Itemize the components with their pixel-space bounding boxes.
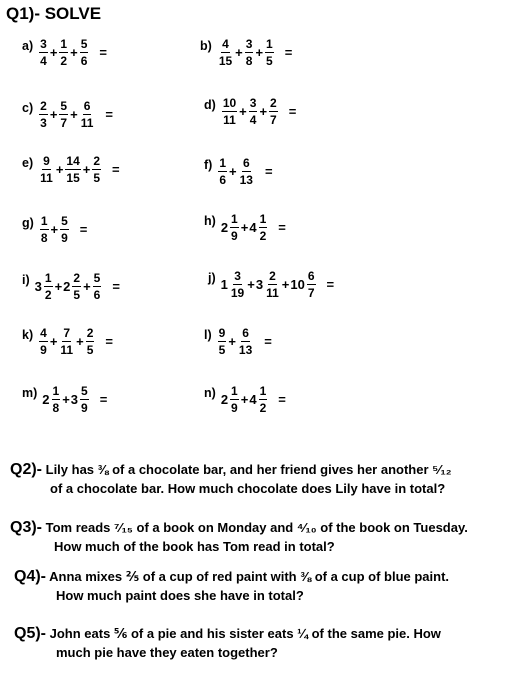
- fraction: [218, 157, 227, 186]
- fraction: [59, 38, 68, 67]
- question-label: Q5)-: [14, 625, 46, 642]
- problem-label: h): [204, 214, 216, 228]
- denominator: 5: [73, 288, 81, 302]
- term: [92, 272, 103, 301]
- whole-number: 4: [249, 220, 257, 235]
- plus-sign: +: [235, 45, 243, 60]
- problem-g: [22, 215, 87, 244]
- plus-sign: +: [70, 45, 78, 60]
- numerator: 1: [60, 37, 68, 51]
- denominator: 15: [66, 171, 80, 185]
- numerator: 2: [86, 326, 94, 340]
- term: [38, 327, 49, 356]
- term: [91, 155, 102, 184]
- fraction: [44, 272, 53, 301]
- denominator: 8: [245, 54, 253, 68]
- question-text-line2: How much of the book has Tom read in total?: [54, 539, 335, 554]
- denominator: 9: [81, 401, 88, 415]
- numerator: 9: [43, 154, 50, 168]
- plus-sign: +: [259, 104, 268, 119]
- fraction: [59, 327, 74, 356]
- fraction: [72, 272, 81, 301]
- term: [217, 38, 234, 67]
- denominator: 2: [259, 229, 267, 243]
- plus-sign: +: [247, 277, 255, 292]
- question-text-line1: Lily has ⅜ of a chocolate bar, and her friend gives her another ⁵⁄₁₂: [45, 462, 452, 477]
- denominator: 9: [40, 343, 47, 357]
- term: [249, 213, 268, 242]
- plus-sign: +: [229, 164, 237, 179]
- problem-j: [208, 270, 334, 299]
- fraction: [265, 270, 280, 299]
- term: [249, 385, 268, 414]
- denominator: 9: [231, 401, 238, 415]
- plus-sign: +: [240, 220, 249, 235]
- word-problem-q4: [14, 567, 449, 605]
- fraction: [230, 270, 245, 299]
- term: [58, 327, 75, 356]
- numerator: 6: [83, 99, 91, 113]
- numerator: 6: [242, 326, 249, 340]
- problem-f: [204, 157, 273, 186]
- whole-number: 2: [220, 220, 229, 235]
- denominator: 11: [40, 171, 53, 185]
- numerator: 6: [242, 156, 250, 170]
- fraction: [93, 272, 102, 301]
- fraction: [218, 38, 233, 67]
- numerator: 14: [66, 154, 80, 168]
- fraction: [65, 155, 80, 184]
- plus-sign: +: [70, 107, 78, 122]
- denominator: 4: [40, 54, 47, 68]
- term: [268, 97, 279, 126]
- term: [221, 270, 247, 299]
- plus-sign: +: [54, 279, 63, 294]
- term: [248, 97, 259, 126]
- question-label: Q2)-: [10, 461, 42, 478]
- numerator: 6: [307, 269, 315, 283]
- term: [71, 385, 90, 414]
- section-title: Q1)- SOLVE: [6, 4, 102, 23]
- denominator: 6: [80, 54, 88, 68]
- problem-label: m): [22, 386, 38, 400]
- equals-sign: =: [278, 220, 286, 235]
- denominator: 7: [270, 113, 277, 127]
- fraction: [39, 38, 48, 67]
- term: [244, 38, 255, 67]
- term: [79, 38, 90, 67]
- denominator: 5: [86, 343, 94, 357]
- problem-h: [204, 213, 286, 242]
- term: [58, 100, 69, 129]
- numerator: 2: [269, 269, 276, 283]
- numerator: 1: [52, 384, 60, 398]
- plus-sign: +: [76, 334, 84, 349]
- plus-sign: +: [239, 104, 247, 119]
- numerator: 5: [61, 214, 68, 228]
- numerator: 4: [222, 37, 229, 51]
- term: [64, 155, 81, 184]
- numerator: 5: [93, 271, 101, 285]
- fraction: [249, 97, 258, 126]
- denominator: 9: [61, 231, 68, 245]
- whole-number: 10: [290, 277, 305, 292]
- word-problem-q5: [14, 624, 441, 662]
- question-label: Q3)-: [10, 519, 42, 536]
- plus-sign: +: [228, 334, 236, 349]
- fraction: [245, 38, 254, 67]
- denominator: 6: [219, 173, 227, 187]
- problem-i: [22, 272, 120, 301]
- denominator: 3: [40, 116, 47, 130]
- term: [39, 215, 50, 244]
- whole-number: 3: [70, 392, 79, 407]
- problem-c: [22, 100, 113, 129]
- denominator: 7: [307, 286, 315, 300]
- denominator: 8: [40, 231, 48, 245]
- term: [256, 270, 281, 299]
- term: [79, 100, 96, 129]
- numerator: 1: [40, 214, 48, 228]
- equals-sign: =: [112, 279, 120, 294]
- numerator: 1: [259, 384, 267, 398]
- term: [221, 385, 240, 414]
- problem-label: g): [22, 216, 34, 230]
- problem-b: [200, 38, 292, 67]
- whole-number: 2: [63, 279, 71, 294]
- numerator: 1: [259, 212, 267, 226]
- whole-number: 2: [42, 392, 50, 407]
- question-text-line1: Anna mixes ⅖ of a cup of red paint with ⅜ of a cup of blue paint.: [49, 569, 450, 584]
- equals-sign: =: [264, 164, 273, 179]
- term: [63, 272, 82, 301]
- numerator: 2: [40, 99, 47, 113]
- denominator: 2: [259, 401, 267, 415]
- plus-sign: +: [82, 162, 91, 177]
- whole-number: 4: [249, 392, 257, 407]
- question-text-line2: How much paint does she have in total?: [56, 588, 304, 603]
- denominator: 13: [239, 173, 253, 187]
- equals-sign: =: [99, 392, 108, 407]
- problem-a: [22, 38, 107, 67]
- fraction: [59, 100, 68, 129]
- equals-sign: =: [288, 104, 297, 119]
- denominator: 19: [230, 286, 245, 300]
- term: [221, 213, 240, 242]
- plus-sign: +: [83, 279, 91, 294]
- plus-sign: +: [62, 392, 70, 407]
- equals-sign: =: [79, 222, 88, 237]
- whole-number: 1: [220, 277, 228, 292]
- problem-label: k): [22, 328, 34, 342]
- denominator: 6: [93, 288, 101, 302]
- fraction: [80, 385, 89, 414]
- fraction: [259, 213, 268, 242]
- term: [85, 327, 96, 356]
- problem-label: b): [200, 39, 212, 53]
- equals-sign: =: [284, 45, 293, 60]
- denominator: 5: [93, 171, 101, 185]
- term: [290, 270, 316, 299]
- numerator: 1: [266, 37, 273, 51]
- question-text-line1: John eats ⅚ of a pie and his sister eats ¼ of the same pie. How: [49, 626, 441, 641]
- fraction: [60, 215, 69, 244]
- numerator: 5: [80, 37, 88, 51]
- numerator: 3: [249, 96, 257, 110]
- term: [217, 157, 228, 186]
- fraction: [80, 38, 89, 67]
- term: [264, 38, 275, 67]
- question-text-line2: much pie have they eaten together?: [56, 645, 278, 660]
- term: [58, 38, 69, 67]
- denominator: 11: [266, 286, 279, 300]
- question-text-line2: of a chocolate bar. How much chocolate does Lily have in total?: [50, 481, 446, 496]
- fraction: [230, 213, 239, 242]
- fraction: [39, 100, 48, 129]
- denominator: 2: [60, 54, 68, 68]
- fraction: [259, 385, 268, 414]
- word-problem-q2: [10, 460, 452, 498]
- numerator: 3: [245, 37, 253, 51]
- problem-label: i): [22, 273, 30, 287]
- term: [42, 385, 61, 414]
- problem-label: f): [204, 158, 213, 172]
- problem-label: j): [208, 271, 216, 285]
- fraction: [92, 155, 101, 184]
- denominator: 7: [60, 116, 68, 130]
- problem-l: [204, 327, 272, 356]
- denominator: 5: [266, 54, 273, 68]
- plus-sign: +: [49, 334, 58, 349]
- question-label: Q4)-: [14, 568, 46, 585]
- plus-sign: +: [49, 45, 58, 60]
- problem-label: d): [204, 98, 216, 112]
- denominator: 5: [218, 343, 226, 357]
- numerator: 2: [73, 271, 81, 285]
- numerator: 1: [231, 212, 238, 226]
- question-text-line1: Tom reads ⁷⁄₁₅ of a book on Monday and ⁴⁄₁₀ of the book on Tuesday.: [45, 520, 468, 535]
- numerator: 9: [218, 326, 226, 340]
- term: [217, 327, 228, 356]
- plus-sign: +: [255, 45, 264, 60]
- equals-sign: =: [105, 334, 113, 349]
- denominator: 8: [52, 401, 60, 415]
- equals-sign: =: [326, 277, 335, 292]
- equals-sign: =: [278, 392, 286, 407]
- problem-label: e): [22, 156, 34, 170]
- plus-sign: +: [281, 277, 290, 292]
- numerator: 3: [234, 269, 241, 283]
- whole-number: 3: [34, 279, 42, 294]
- equals-sign: =: [112, 162, 120, 177]
- fraction: [230, 385, 239, 414]
- plus-sign: +: [240, 392, 249, 407]
- denominator: 4: [249, 113, 257, 127]
- term: [238, 157, 255, 186]
- plus-sign: +: [50, 222, 59, 237]
- numerator: 2: [93, 154, 101, 168]
- fraction: [40, 215, 49, 244]
- term: [38, 38, 49, 67]
- fraction: [86, 327, 95, 356]
- denominator: 2: [44, 288, 52, 302]
- equals-sign: =: [264, 334, 272, 349]
- numerator: 3: [40, 37, 47, 51]
- fraction: [307, 270, 316, 299]
- problem-label: a): [22, 39, 34, 53]
- problem-label: n): [204, 386, 216, 400]
- term: [59, 215, 70, 244]
- denominator: 9: [231, 229, 238, 243]
- problem-k: [22, 327, 113, 356]
- problem-d: [204, 97, 296, 126]
- denominator: 13: [238, 343, 253, 357]
- term: [38, 100, 49, 129]
- whole-number: 2: [220, 392, 229, 407]
- fraction: [218, 327, 227, 356]
- problem-m: [22, 385, 107, 414]
- problem-label: c): [22, 101, 34, 115]
- fraction: [222, 97, 237, 126]
- numerator: 5: [60, 99, 68, 113]
- plus-sign: +: [49, 107, 58, 122]
- fraction: [52, 385, 61, 414]
- equals-sign: =: [105, 107, 113, 122]
- problem-label: l): [204, 328, 212, 342]
- numerator: 1: [219, 156, 227, 170]
- term: [38, 155, 55, 184]
- denominator: 11: [80, 116, 94, 130]
- plus-sign: +: [55, 162, 64, 177]
- numerator: 5: [81, 384, 88, 398]
- numerator: 7: [63, 326, 71, 340]
- fraction: [39, 327, 48, 356]
- problem-e: [22, 155, 120, 184]
- fraction: [269, 97, 278, 126]
- term: [221, 97, 238, 126]
- fraction: [80, 100, 95, 129]
- word-problem-q3: [10, 518, 468, 556]
- denominator: 15: [218, 54, 233, 68]
- fraction: [265, 38, 274, 67]
- fraction: [239, 157, 254, 186]
- numerator: 1: [44, 271, 52, 285]
- denominator: 11: [60, 343, 74, 357]
- numerator: 10: [222, 96, 237, 110]
- fraction: [39, 155, 54, 184]
- numerator: 2: [270, 96, 277, 110]
- numerator: 1: [231, 384, 238, 398]
- term: [237, 327, 254, 356]
- denominator: 11: [223, 113, 236, 127]
- numerator: 4: [40, 326, 47, 340]
- fraction: [238, 327, 253, 356]
- whole-number: 3: [255, 277, 264, 292]
- equals-sign: =: [99, 45, 107, 60]
- problem-n: [204, 385, 286, 414]
- term: [35, 272, 54, 301]
